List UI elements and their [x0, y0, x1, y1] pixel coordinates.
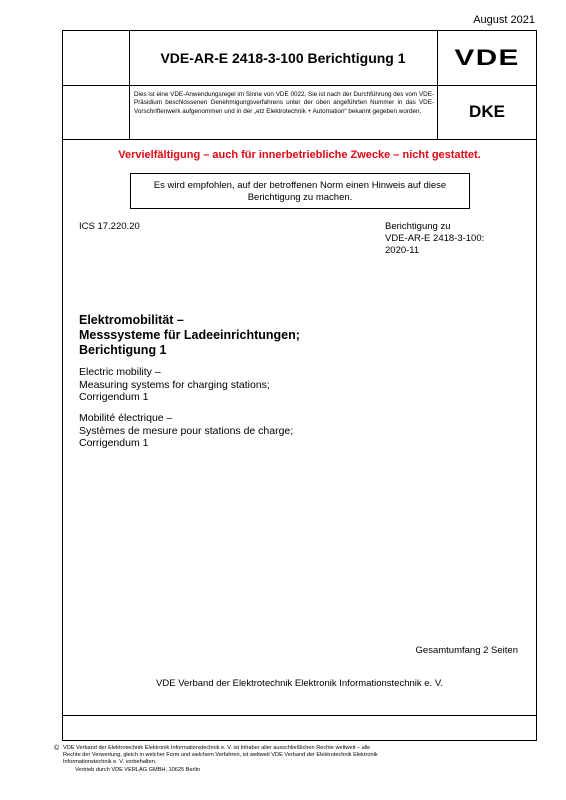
title-line: Electric mobility –	[79, 366, 161, 378]
reproduction-warning: Vervielfältigung – auch für innerbetriebliche Zwecke – nicht gestattet.	[118, 149, 481, 161]
title-line: Elektromobilität –	[79, 313, 184, 327]
title-line: Corrigendum 1	[79, 391, 149, 403]
copyright-line: Rechte der Verwertung, gleich in welcher Form und welchem Verfahren, ist weltweit VDE Verband der Elektrotechnik Elektronik	[63, 752, 378, 758]
title-french	[79, 412, 293, 450]
title-line: Measuring systems for charging stations;	[79, 378, 270, 391]
title-german	[79, 313, 300, 358]
vde-logo	[437, 31, 537, 85]
hint-line: Es wird empfohlen, auf der betroffenen Norm einen Hinweis auf diese	[153, 180, 447, 191]
document-title: VDE-AR-E 2418-3-100 Berichtigung 1	[160, 50, 406, 66]
corrigendum-reference-line: Berichtigung zu	[385, 221, 451, 232]
title-line: Systèmes de mesure pour stations de charge;	[79, 424, 294, 437]
vde-logo-text: VDE	[454, 45, 520, 70]
title-english	[79, 366, 270, 404]
hint-box	[130, 173, 470, 209]
copyright-line: VDE Verband der Elektrotechnik Elektronik Informationstechnik e. V. ist Inhaber aller ausschließlichen Rechte weltweit – alle	[63, 745, 371, 751]
ics-code: ICS 17.220.20	[79, 221, 140, 232]
title-line: Corrigendum 1	[79, 437, 149, 449]
title-line: Berichtigung 1	[79, 343, 167, 357]
divider	[63, 139, 536, 140]
vde-notice: Dies ist eine VDE-Anwendungsregel im Sinne von VDE 0022. Sie ist nach der Durchführung des vom VDE-Präsidium beschlossenen Genehmigungsverfahrens unter der oben angeführten Nummer in das VDE-Vorschriftenwerk aufgenommen und in der „etz Elektrotechnik + Automation“ bekannt gegeben worden.	[134, 91, 434, 115]
copyright-line: Informationstechnik e. V. vorbehalten.	[63, 759, 157, 765]
divider	[63, 715, 536, 716]
total-pages: Gesamtumfang 2 Seiten	[415, 645, 518, 656]
dke-label: DKE	[469, 102, 505, 121]
publication-date: August 2021	[473, 14, 535, 26]
document-frame	[62, 30, 537, 741]
hint-line: Berichtigung zu machen.	[247, 192, 353, 203]
corrigendum-reference-line: 2020-11	[385, 245, 420, 256]
publisher: VDE Verband der Elektrotechnik Elektronik Informationstechnik e. V.	[156, 678, 443, 689]
title-line: Mobilité électrique –	[79, 412, 173, 424]
copyright-icon: ©	[54, 745, 60, 752]
corrigendum-reference	[385, 221, 535, 257]
distribution-notice: Vertrieb durch VDE VERLAG GMBH, 10625 Berlin	[75, 767, 200, 773]
copyright-notice	[54, 745, 443, 766]
title-line: Messsysteme für Ladeeinrichtungen;	[79, 328, 300, 342]
corrigendum-reference-line: VDE-AR-E 2418-3-100:	[385, 233, 485, 244]
